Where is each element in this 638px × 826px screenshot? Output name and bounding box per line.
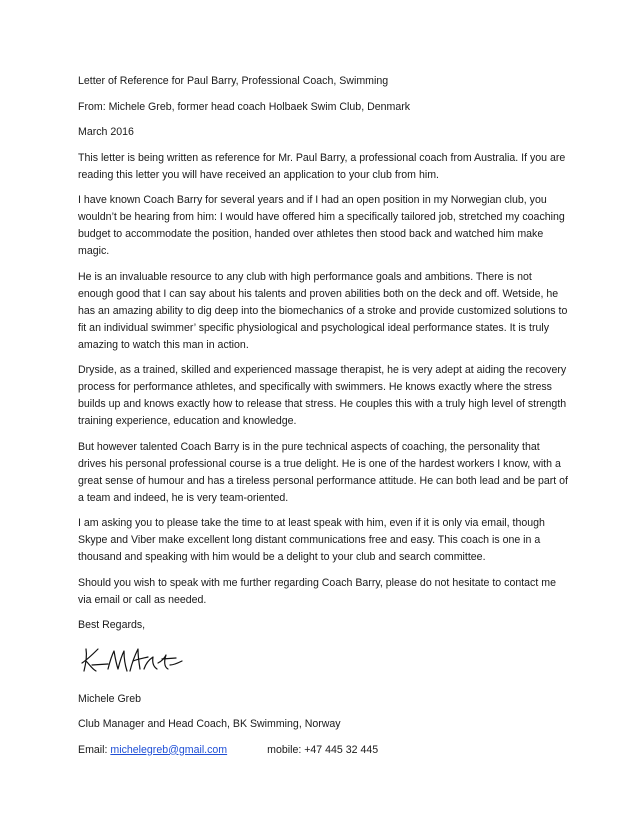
letter-from: From: Michele Greb, former head coach Holbaek Swim Club, Denmark	[78, 100, 411, 113]
email-label: Email:	[78, 743, 111, 756]
paragraph-wetside: He is an invaluable resource to any club with high performance goals and ambitions. There is not enough good that I can say about his talents and proven abilities both on the deck and off. Wetside, he has an amazing ability to dig deep into the biomechanics of a stroke and provide customized solutions to fit an individual swimmer’ specific physiological and psychological ideal performance states. It is truly amazing to watch this man in action.	[78, 270, 568, 351]
contact-line	[78, 742, 568, 759]
paragraph-acquaintance: I have known Coach Barry for several years and if I had an open position in my Norwegian club, you wouldn’t be hearing from him: I would have offered him a specifically tailored job, stretched my coaching budget to accommodate the position, handed over athletes then stood back and watched him make magic.	[78, 194, 565, 257]
paragraph-dryside: Dryside, as a trained, skilled and experienced massage therapist, he is very adept at aiding the recovery process for performance athletes, and specifically with swimmers. He knows exactly where the stress builds up and knows exactly how to release that stress. He couples this with a truly high level of strength training experience, education and knowledge.	[78, 364, 567, 427]
letter-date: March 2016	[78, 126, 134, 138]
letter-closing: Best Regards,	[78, 619, 146, 631]
email-link[interactable]: michelegreb@gmail.com	[110, 743, 228, 756]
paragraph-personality: But however talented Coach Barry is in the pure technical aspects of coaching, the personality that drives his personal professional course is a true delight. He is one of the hardest workers I know, with a great sense of humour and has a tireless personal performance attitude. He can both lead and be part of a team and indeed, he is very team-oriented.	[78, 440, 568, 504]
letter-body	[78, 73, 568, 767]
paragraph-introduction: This letter is being written as reference for Mr. Paul Barry, a professional coach from Australia. If you are reading this letter you will have received an application to your club from him.	[78, 151, 566, 181]
handwritten-signature	[78, 641, 188, 683]
mobile-number: mobile: +47 445 32 445	[267, 743, 379, 756]
signer-name: Michele Greb	[78, 692, 141, 705]
paragraph-contact-invitation: Should you wish to speak with me further regarding Coach Barry, please do not hesitate to contact me via email or call as needed.	[78, 576, 556, 606]
paragraph-request: I am asking you to please take the time to at least speak with him, even if it is only via email, though Skype and Viber make excellent long distant communications free and easy. This coach is one in a thousand and speaking with him would be a delight to your club and search committee.	[78, 517, 545, 563]
signer-title: Club Manager and Head Coach, BK Swimming, Norway	[78, 718, 341, 730]
letter-subject: Letter of Reference for Paul Barry, Professional Coach, Swimming	[78, 75, 389, 87]
